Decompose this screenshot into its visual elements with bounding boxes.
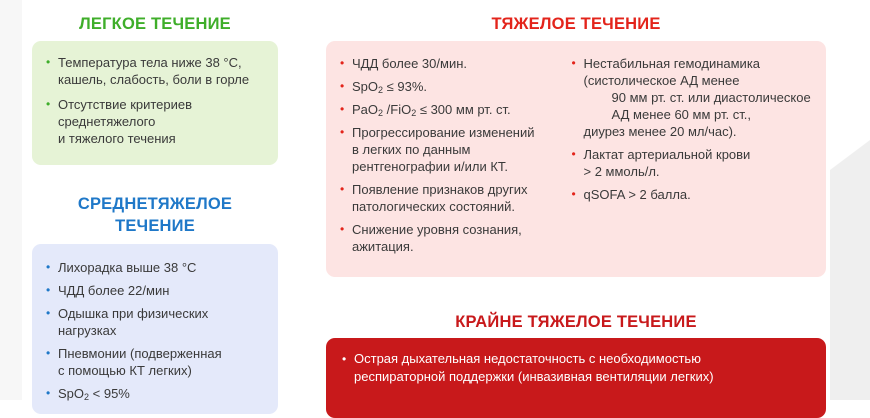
list-item: • ЧДД более 30/мин.	[340, 55, 572, 72]
severe-column-right	[572, 55, 816, 277]
severe-course-card	[326, 41, 826, 277]
moderate-course-card	[32, 244, 278, 414]
list-item: • Снижение уровня сознания, ажитация.	[340, 221, 572, 255]
list-item: • Лактат артериальной крови > 2 ммоль/л.	[572, 146, 816, 180]
list-item: • qSOFA > 2 балла.	[572, 186, 816, 203]
list-item: • ЧДД более 22/мин	[46, 282, 268, 299]
severe-course-title: ТЯЖЕЛОЕ ТЕЧЕНИЕ	[491, 15, 661, 33]
list-item: • Лихорадка выше 38 °С	[46, 259, 268, 276]
mild-course-card	[32, 41, 278, 165]
moderate-course-title: СРЕДНЕТЯЖЕЛОЕ ТЕЧЕНИЕ	[77, 195, 233, 235]
list-item: • Температура тела ниже 38 °С, кашель, слабость, боли в горле	[46, 54, 268, 88]
severe-column-left	[340, 55, 572, 277]
list-item: • Появление признаков других патологических состояний.	[340, 181, 572, 215]
critical-course-title: КРАЙНЕ ТЯЖЕЛОЕ ТЕЧЕНИЕ	[455, 313, 697, 331]
list-item: • PaO$_2$ /FiO$_2$ ≤ 300 мм рт. ст.	[340, 101, 572, 118]
list-item: • SpO$_2$ < 95%	[46, 385, 268, 402]
mild-course-title: ЛЕГКОЕ ТЕЧЕНИЕ	[79, 15, 231, 33]
list-item: • Одышка при физических нагрузках	[46, 305, 268, 339]
list-item: • Острая дыхательная недостаточность с необходимостью респираторной поддержки (инвазивная вентиляции легких)	[342, 350, 816, 386]
list-item: • Прогрессирование изменений в легких по данным рентгенографии и/или КТ.	[340, 124, 572, 175]
list-item: • Пневмонии (подверженная с помощью КТ легких)	[46, 345, 268, 379]
critical-course-card	[326, 338, 826, 418]
list-item: • Нестабильная гемодинамика (систолическое АД менее 90 мм рт. ст. или диастолическое АД менее 60 мм рт. ст., диурез менее 20 мл/час).	[572, 55, 816, 140]
list-item: • Отсутствие критериев среднетяжелого и тяжелого течения	[46, 96, 268, 147]
list-item: • SpO$_2$ ≤ 93%.	[340, 78, 572, 95]
